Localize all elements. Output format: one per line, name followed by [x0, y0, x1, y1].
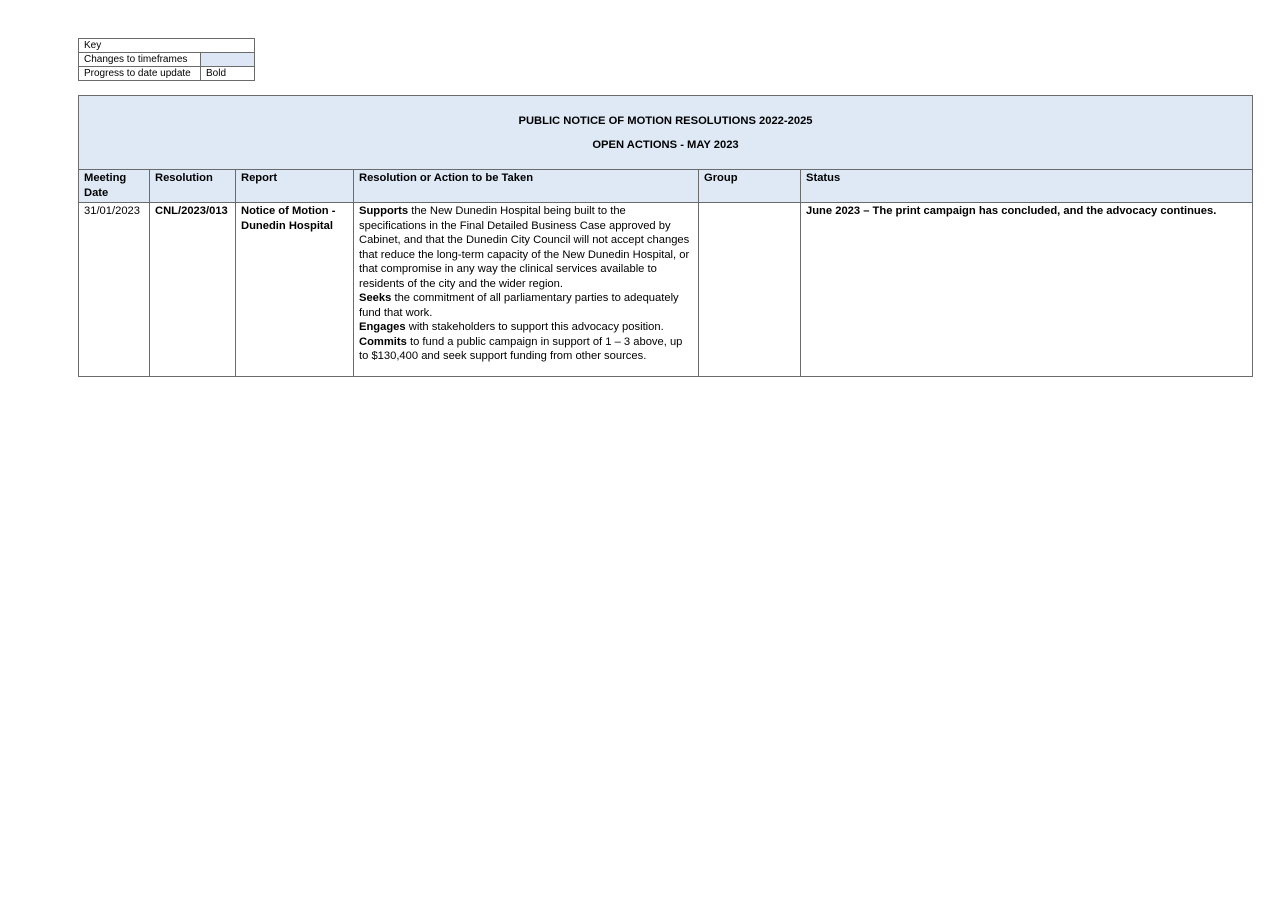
column-header-group: Group: [699, 170, 801, 203]
action-lead: Commits: [359, 335, 407, 348]
column-header-meeting-date: Meeting Date: [79, 170, 150, 203]
column-header-report: Report: [236, 170, 354, 203]
key-swatch-timeframes: [201, 53, 255, 67]
action-lead: Seeks: [359, 292, 392, 304]
header-row: [79, 170, 1253, 203]
table-title-block: [79, 96, 1253, 170]
cell-status: June 2023 – The print campaign has concluded, and the advocacy continues.: [801, 203, 1253, 377]
column-header-status: Status: [801, 170, 1253, 203]
cell-report: Notice of Motion - Dunedin Hospital: [236, 203, 354, 377]
key-label-timeframes: Changes to timeframes: [79, 53, 201, 67]
table-subtitle: OPEN ACTIONS - MAY 2023: [592, 138, 739, 151]
key-table: [78, 38, 255, 81]
key-value-bold: Bold: [201, 67, 255, 81]
cell-action: [354, 203, 699, 377]
action-item: [359, 320, 693, 335]
cell-meeting-date: 31/01/2023: [79, 203, 150, 377]
action-lead: Engages: [359, 321, 406, 333]
action-text: the commitment of all parliamentary parties to adequately fund that work.: [359, 292, 679, 319]
action-lead: Supports: [359, 205, 409, 217]
table-row: [79, 203, 1253, 377]
cell-group: [699, 203, 801, 377]
column-header-resolution: Resolution: [150, 170, 236, 203]
action-text: with stakeholders to support this advocacy position.: [405, 321, 664, 333]
title-row: [79, 96, 1253, 170]
key-row: [79, 67, 255, 81]
table-title: PUBLIC NOTICE OF MOTION RESOLUTIONS 2022-2025: [518, 114, 813, 127]
key-row: [79, 53, 255, 67]
action-item: [359, 291, 693, 320]
key-label-progress: Progress to date update: [79, 67, 201, 81]
action-text: to fund a public campaign in support of 1 – 3 above, up to $130,400 and seek support funding from other sources.: [359, 335, 683, 362]
cell-resolution: CNL/2023/013: [150, 203, 236, 377]
resolutions-table: [78, 95, 1253, 377]
action-item: [359, 204, 693, 291]
key-title: Key: [79, 39, 255, 53]
action-item: [359, 335, 693, 364]
key-title-row: [79, 39, 255, 53]
column-header-action: Resolution or Action to be Taken: [354, 170, 699, 203]
action-text: the New Dunedin Hospital being built to the specifications in the Final Detailed Business Case approved by Cabinet, and that the Dunedin City Council will not accept changes that reduce the long-term capacity of the New Dunedin Hospital, or that compromise in any way the clinical services available to residents of the city and the wider region.: [359, 205, 690, 290]
